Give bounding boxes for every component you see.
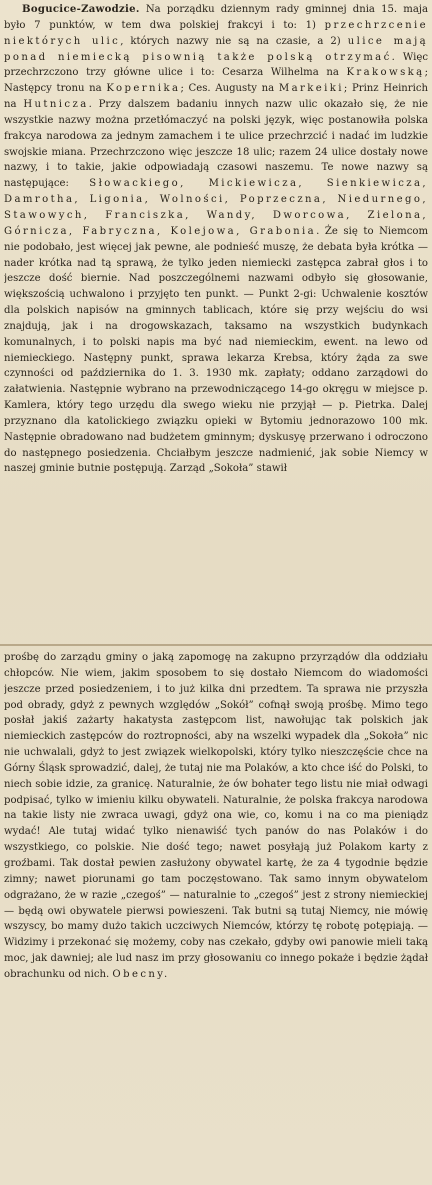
article-continuation — [4, 650, 428, 1185]
article-bogucice-zawodzie — [4, 2, 428, 640]
article-place-heading: Bogucice-Zawodzie. — [22, 4, 140, 15]
spaced-emphasis: Hutnicza — [23, 99, 89, 111]
article-paragraph: prośbę do zarządu gminy o jaką zapomogę na zakupno przyrządów dla oddziału chłopców. Nie wiem, jakim sposobem to się dostało Niemcom do wiadomości jeszcze przed posiedzeniem, i to już kilka dni przedtem. Ta sprawa nie przyszła pod obrady, gdyż z pewnych względów „Sokół” cofnął swoją prośbę. Mimo tego posłał jakiś zażarty hakatysta zastępcom list, nawołując tak polskich jak niemieckich zastępców do roztropności, aby na wszelki wypadek dla „Sokoła” nic nie uchwalali, gdyż to jest związek wielkopolski, który tylko nieszczęście chce na Górny Śląsk sprowadzić, dalej, że tutaj nie ma Polaków, a kto chce iść do Polski, to niech sobie idzie, za granicę. Naturalnie, że ów bohater tego listu nie miał odwagi podpisać, tylko w imieniu kilku obywateli. Naturalnie, że polska frakcya narodowa na takie listy nie zwraca uwagi, gdyż ona wie, co, komu i na co ma pieniądz wydać! Ale tutaj widać tylko nienawiść tych panów do nas Polaków i do wszystkiego, co polskie. Nie dość tego; nawet posyłają już Polakom karty z groźbami. Tak dostał pewien zasłużony obywatel kartę, że za 4 tygodnie będzie zimny; nawet piorunami go tam poczęstowano. Tak samo innym obywatelom odgrażano, że w razie „czegoś” — naturalnie to „czegoś” jest z strony niemieckiej — będą owi obywatele pierwsi powieszeni. Tak butni są tutaj Niemcy, nie mówię wszyscy, bo mamy dużo takich uczciwych Niemców, którzy tę robotę potępiają. — Widzimy i przekonać się możemy, coby nas czekało, gdyby owi panowie mieli taką moc, jak dawniej; ale lud nasz im przy głosowaniu co innego pokaże i będzie żądał obrachunku od nich. Obecny. — [4, 652, 428, 980]
column-divider — [0, 644, 432, 646]
spaced-emphasis: przechrzcenie niektórych ulic — [4, 19, 428, 47]
article-paragraph: Bogucice-Zawodzie. Na porządku dziennym rady gminnej dnia 15. maja było 7 punktów, w tem dwa polskiej frakcyi i to: 1) przechrzcenie niektórych ulic, których nazwy nie są na czasie, a 2) ulice mają ponad niemiecką pisownią także polską otrzymać. Więc przechrzczono trzy główne ulice i to: Cesarza Wilhelma na Krakowską; Następcy tronu na Kopernika; Ces. Augusty na Markeiki; Prinz Heinrich na Hutnicza. Przy dalszem badaniu innych nazw ulic okazało się, że nie wszystkie nazwy można przetłómaczyć na polski język, więc postanowiła polska frakcya narodowa za jednym zamachem i te ulice przechrzcić i nadać im ludzkie swojskie miana. Przechrzczono więc jeszcze 18 ulic; razem 24 ulice dostały nowe nazwy, i to takie, jakie odpowiadają czasowi naszemu. Te nowe nazwy są następujące: Słowackiego, Mickiewicza, Sienkiewicza, Damrotha, Ligonia, Wolności, Poprzeczna, Niedurnego, Stawowych, Franciszka, Wandy, Dworcowa, Zielona, Górnicza, Fabryczna, Kolejowa, Grabonia. Że się to Niemcom nie podobało, jest więcej jak pewne, ale podnieść muszę, że debata była krótka — nader krótka nad tą sprawą, że tylko jeden niemiecki zastępca zabrał głos i to jeszcze dość biernie. Nad poszczególnemi nazwami odbyło się głosowanie, większością uchwalono i przyjęto ten punkt. — Punkt 2-gi: Uchwalenie kosztów dla polskich napisów na gminnych tablicach, które się przy wejściu do wsi znajdują, jak i na drogowskazach, taksamo na wszystkich budynkach komunalnych, i to polski napis ma być nad niemieckim, ewent. na lewo od niemieckiego. Następny punkt, sprawa lekarza Krebsa, który żąda za swe czynności od października do 1. 3. 1930 mk. zapłaty; oddano zarządowi do załatwienia. Następnie wybrano na przewodniczącego 14-go okręgu w miejsce p. Kamlera, który tego urzędu dla swego wieku nie przyjął — p. Pietrka. Dalej przyznano dla katolickiego związku opieki w Bytomiu jednorazowo 100 mk. Następnie obradowano nad budżetem gminnym; dyskusyę przerwano i odroczono do następnego posiedzenia. Chciałbym jeszcze nadmienić, jak sobie Niemcy w naszej gminie butnie postępują. Zarząd „Sokoła” stawił — [4, 4, 428, 475]
author-signature: Obecny. — [112, 968, 170, 980]
spaced-emphasis: Kopernika — [106, 83, 181, 95]
spaced-emphasis: ulice mają ponad niemiecką pisownią także polską otrzymać — [4, 35, 428, 63]
street-names-list: Słowackiego, Mickiewicza, Sienkiewicza, Damrotha, Ligonia, Wolności, Poprzeczna, Niedurnego, Stawowych, Franciszka, Wandy, Dworcowa, Zielona, Górnicza, Fabryczna, Kolejowa, Grabonia — [4, 178, 428, 237]
spaced-emphasis: Markeiki — [278, 83, 344, 95]
spaced-emphasis: Krakowską — [346, 67, 425, 79]
